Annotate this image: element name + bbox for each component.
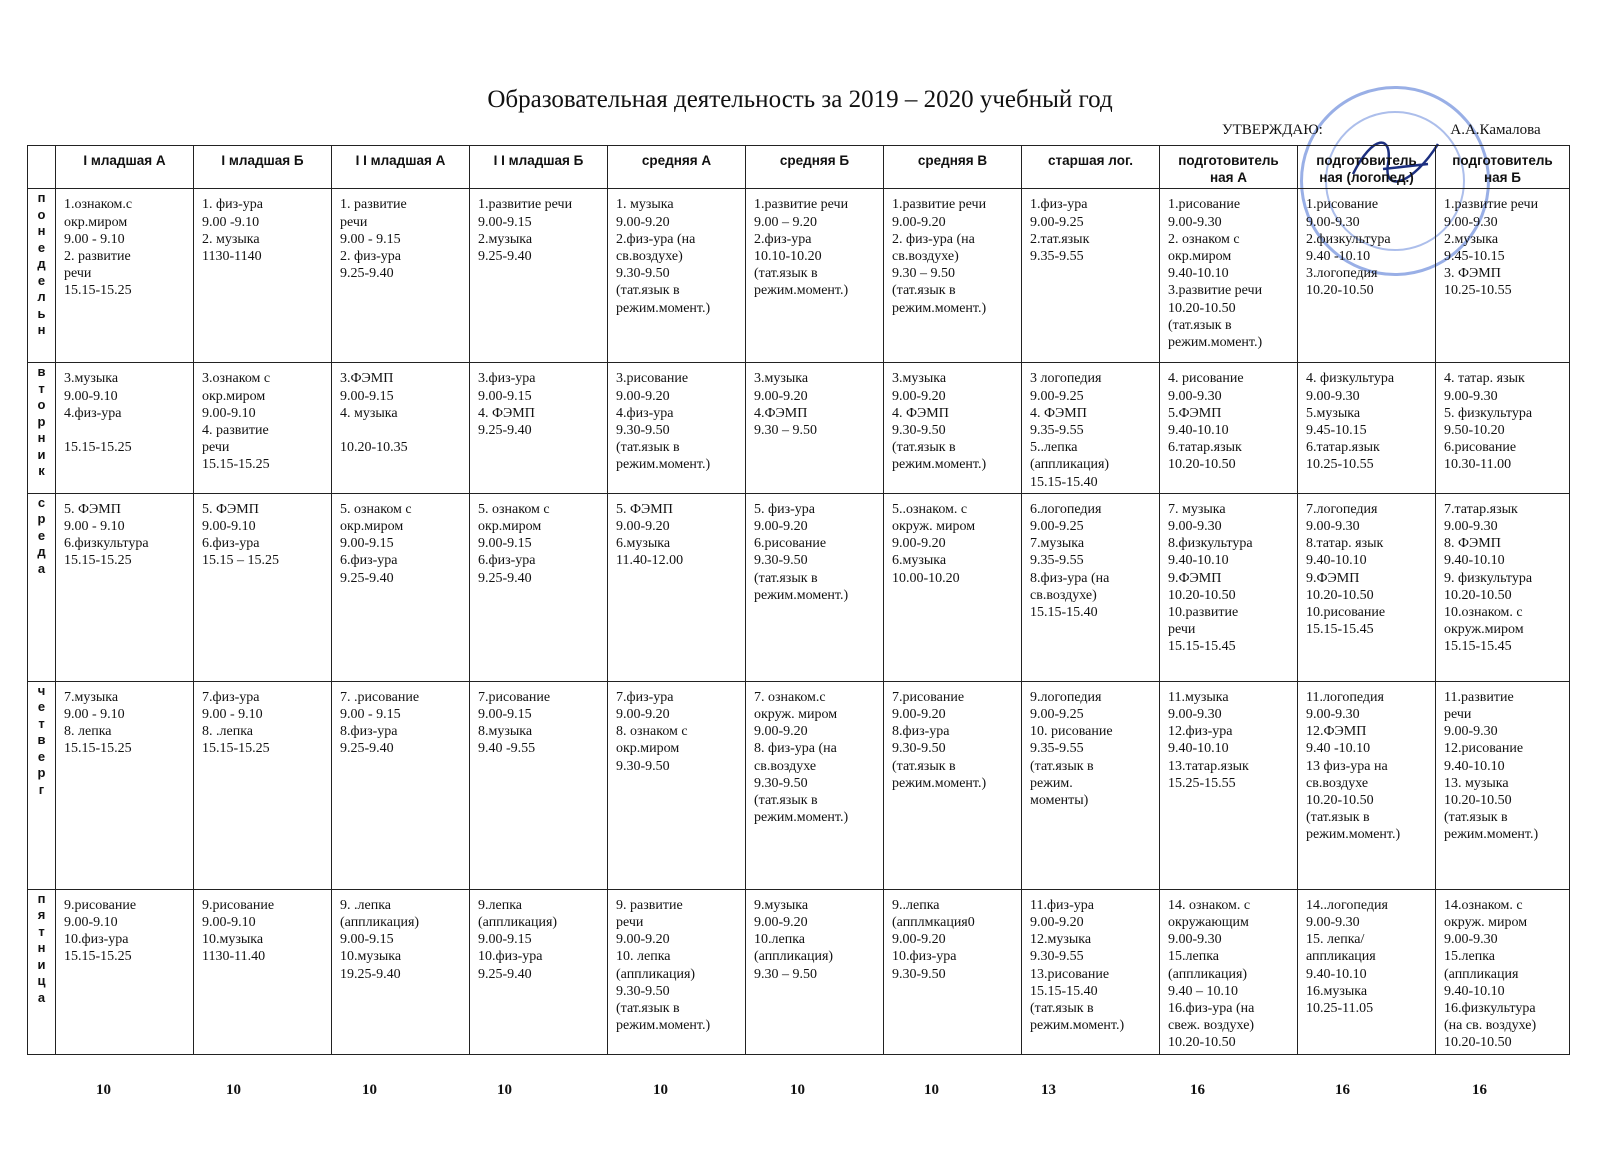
- schedule-cell: 1. физ-ура 9.00 -9.10 2. музыка 1130-1140: [194, 189, 332, 363]
- header-group: средняя В: [884, 146, 1022, 189]
- total-count: 16: [1190, 1082, 1205, 1098]
- total-count: 10: [924, 1082, 939, 1098]
- schedule-cell: 11.развитие речи 9.00-9.30 12.рисование 9.40-10.10 13. музыка 10.20-10.50 (тат.язык в режим.момент.): [1436, 681, 1570, 889]
- header-group: средняя Б: [746, 146, 884, 189]
- day-row-friday: [28, 889, 1570, 1054]
- schedule-cell: 7.физ-ура 9.00-9.20 8. ознаком с окр.миром 9.30-9.50: [608, 681, 746, 889]
- schedule-cell: 1.физ-ура 9.00-9.25 2.тат.язык 9.35-9.55: [1022, 189, 1160, 363]
- header-group: старшая лог.: [1022, 146, 1160, 189]
- schedule-cell: 5. ФЭМП 9.00 - 9.10 6.физкультура 15.15-15.25: [56, 493, 194, 681]
- schedule-cell: 7.музыка 9.00 - 9.10 8. лепка 15.15-15.25: [56, 681, 194, 889]
- schedule-cell: 11.физ-ура 9.00-9.20 12.музыка 9.30-9.55 13.рисование 15.15-15.40 (тат.язык в режим.момент.): [1022, 889, 1160, 1054]
- total-count: 10: [226, 1082, 241, 1098]
- schedule-cell: 14..логопедия 9.00-9.30 15. лепка/ аппликация 9.40-10.10 16.музыка 10.25-11.05: [1298, 889, 1436, 1054]
- schedule-cell: 14.ознаком. с окруж. миром 9.00-9.30 15.лепка (аппликация 9.40-10.10 16.физкультура (на св. воздухе) 10.20-10.50: [1436, 889, 1570, 1054]
- schedule-cell: 5. ФЭМП 9.00-9.20 6.музыка 11.40-12.00: [608, 493, 746, 681]
- schedule-cell: 7. ознаком.с окруж. миром 9.00-9.20 8. физ-ура (на св.воздухе 9.30-9.50 (тат.язык в режим.момент.): [746, 681, 884, 889]
- schedule-cell: 14. ознаком. с окружающим 9.00-9.30 15.лепка (аппликация) 9.40 – 10.10 16.физ-ура (на свеж. воздухе) 10.20-10.50: [1160, 889, 1298, 1054]
- header-group: подготовитель ная (логопед.): [1298, 146, 1436, 189]
- schedule-cell: 7.рисование 9.00-9.20 8.физ-ура 9.30-9.50 (тат.язык в режим.момент.): [884, 681, 1022, 889]
- total-count: 16: [1335, 1082, 1350, 1098]
- day-row-wednesday: [28, 493, 1570, 681]
- day-row-tuesday: [28, 363, 1570, 493]
- weekly-totals-row: [0, 1082, 1600, 1104]
- approval-line: [1222, 122, 1541, 139]
- approver-name: А.А.Камалова: [1450, 122, 1541, 138]
- day-row-monday: [28, 189, 1570, 363]
- schedule-cell: 5. ознаком с окр.миром 9.00-9.15 6.физ-ура 9.25-9.40: [332, 493, 470, 681]
- schedule-cell: 11.логопедия 9.00-9.30 12.ФЭМП 9.40 -10.10 13 физ-ура на св.воздухе 10.20-10.50 (тат.язык в режим.момент.): [1298, 681, 1436, 889]
- schedule-cell: 1.развитие речи 9.00-9.20 2. физ-ура (на св.воздухе) 9.30 – 9.50 (тат.язык в режим.момент.): [884, 189, 1022, 363]
- header-row: [28, 146, 1570, 189]
- header-group: I младшая Б: [194, 146, 332, 189]
- schedule-cell: 7.татар.язык 9.00-9.30 8. ФЭМП 9.40-10.10 9. физкультура 10.20-10.50 10.ознаком. с окруж.миром 15.15-15.45: [1436, 493, 1570, 681]
- header-corner: [28, 146, 56, 189]
- schedule-cell: 5. физ-ура 9.00-9.20 6.рисование 9.30-9.50 (тат.язык в режим.момент.): [746, 493, 884, 681]
- schedule-cell: 5. ФЭМП 9.00-9.10 6.физ-ура 15.15 – 15.25: [194, 493, 332, 681]
- total-count: 10: [96, 1082, 111, 1098]
- schedule-cell: 1.рисование 9.00-9.30 2.физкультура 9.40 -10.10 3.логопедия 10.20-10.50: [1298, 189, 1436, 363]
- schedule-cell: 1.развитие речи 9.00-9.15 2.музыка 9.25-9.40: [470, 189, 608, 363]
- schedule-cell: 7. музыка 9.00-9.30 8.физкультура 9.40-10.10 9.ФЭМП 10.20-10.50 10.развитие речи 15.15-15.45: [1160, 493, 1298, 681]
- schedule-cell: 5. ознаком с окр.миром 9.00-9.15 6.физ-ура 9.25-9.40: [470, 493, 608, 681]
- schedule-cell: 1. развитие речи 9.00 - 9.15 2. физ-ура 9.25-9.40: [332, 189, 470, 363]
- schedule-cell: 3.ознаком с окр.миром 9.00-9.10 4. развитие речи 15.15-15.25: [194, 363, 332, 493]
- schedule-cell: 3.музыка 9.00-9.20 4.ФЭМП 9.30 – 9.50: [746, 363, 884, 493]
- schedule-cell: 3.ФЭМП 9.00-9.15 4. музыка 10.20-10.35: [332, 363, 470, 493]
- schedule-cell: 7.рисование 9.00-9.15 8.музыка 9.40 -9.55: [470, 681, 608, 889]
- schedule-cell: 3 логопедия 9.00-9.25 4. ФЭМП 9.35-9.55 5..лепка (аппликация) 15.15-15.40: [1022, 363, 1160, 493]
- schedule-cell: 7.логопедия 9.00-9.30 8.татар. язык 9.40-10.10 9.ФЭМП 10.20-10.50 10.рисование 15.15-15.45: [1298, 493, 1436, 681]
- schedule-cell: 9.лепка (аппликация) 9.00-9.15 10.физ-ура 9.25-9.40: [470, 889, 608, 1054]
- schedule-cell: 9.логопедия 9.00-9.25 10. рисование 9.35-9.55 (тат.язык в режим. моменты): [1022, 681, 1160, 889]
- day-label: п о н е д е л ь н: [28, 189, 56, 363]
- schedule-cell: 9.рисование 9.00-9.10 10.музыка 1130-11.40: [194, 889, 332, 1054]
- schedule-cell: 7. .рисование 9.00 - 9.15 8.физ-ура 9.25-9.40: [332, 681, 470, 889]
- schedule-cell: 1.развитие речи 9.00 – 9.20 2.физ-ура 10.10-10.20 (тат.язык в режим.момент.): [746, 189, 884, 363]
- schedule-cell: 5..ознаком. с окруж. миром 9.00-9.20 6.музыка 10.00-10.20: [884, 493, 1022, 681]
- schedule-cell: 7.физ-ура 9.00 - 9.10 8. .лепка 15.15-15.25: [194, 681, 332, 889]
- schedule-cell: 4. рисование 9.00-9.30 5.ФЭМП 9.40-10.10 6.татар.язык 10.20-10.50: [1160, 363, 1298, 493]
- page-title: Образовательная деятельность за 2019 – 2020 учебный год: [487, 86, 1113, 113]
- schedule-cell: 1.рисование 9.00-9.30 2. ознаком с окр.миром 9.40-10.10 3.развитие речи 10.20-10.50 (тат.язык в режим.момент.): [1160, 189, 1298, 363]
- approval-label: УТВЕРЖДАЮ:: [1222, 122, 1323, 138]
- day-label: ч е т в е р г: [28, 681, 56, 889]
- day-label: п я т н и ц а: [28, 889, 56, 1054]
- schedule-cell: 1.ознаком.с окр.миром 9.00 - 9.10 2. развитие речи 15.15-15.25: [56, 189, 194, 363]
- schedule-cell: 3.физ-ура 9.00-9.15 4. ФЭМП 9.25-9.40: [470, 363, 608, 493]
- schedule-cell: 9.музыка 9.00-9.20 10.лепка (аппликация) 9.30 – 9.50: [746, 889, 884, 1054]
- schedule-cell: 3.рисование 9.00-9.20 4.физ-ура 9.30-9.50 (тат.язык в режим.момент.): [608, 363, 746, 493]
- header-group: подготовитель ная А: [1160, 146, 1298, 189]
- total-count: 10: [362, 1082, 377, 1098]
- schedule-cell: 4. физкультура 9.00-9.30 5.музыка 9.45-10.15 6.татар.язык 10.25-10.55: [1298, 363, 1436, 493]
- schedule-cell: 3.музыка 9.00-9.10 4.физ-ура 15.15-15.25: [56, 363, 194, 493]
- schedule-cell: 9.рисование 9.00-9.10 10.физ-ура 15.15-15.25: [56, 889, 194, 1054]
- day-label: с р е д а: [28, 493, 56, 681]
- total-count: 10: [497, 1082, 512, 1098]
- header-group: средняя А: [608, 146, 746, 189]
- schedule-cell: 4. татар. язык 9.00-9.30 5. физкультура 9.50-10.20 6.рисование 10.30-11.00: [1436, 363, 1570, 493]
- header-group: I I младшая Б: [470, 146, 608, 189]
- header-group: I младшая А: [56, 146, 194, 189]
- schedule-table: [27, 145, 1570, 1055]
- day-label: в т о р н и к: [28, 363, 56, 493]
- schedule-cell: 9. развитие речи 9.00-9.20 10. лепка (аппликация) 9.30-9.50 (тат.язык в режим.момент.): [608, 889, 746, 1054]
- header-group: подготовитель ная Б: [1436, 146, 1570, 189]
- total-count: 10: [653, 1082, 668, 1098]
- schedule-cell: 1. музыка 9.00-9.20 2.физ-ура (на св.воздухе) 9.30-9.50 (тат.язык в режим.момент.): [608, 189, 746, 363]
- schedule-cell: 6.логопедия 9.00-9.25 7.музыка 9.35-9.55 8.физ-ура (на св.воздухе) 15.15-15.40: [1022, 493, 1160, 681]
- day-row-thursday: [28, 681, 1570, 889]
- total-count: 10: [790, 1082, 805, 1098]
- schedule-cell: 1.развитие речи 9.00-9.30 2.музыка 9.45-10.15 3. ФЭМП 10.25-10.55: [1436, 189, 1570, 363]
- header-group: I I младшая А: [332, 146, 470, 189]
- total-count: 13: [1041, 1082, 1056, 1098]
- schedule-cell: 9. .лепка (аппликация) 9.00-9.15 10.музыка 19.25-9.40: [332, 889, 470, 1054]
- schedule-cell: 11.музыка 9.00-9.30 12.физ-ура 9.40-10.10 13.татар.язык 15.25-15.55: [1160, 681, 1298, 889]
- total-count: 16: [1472, 1082, 1487, 1098]
- schedule-cell: 3.музыка 9.00-9.20 4. ФЭМП 9.30-9.50 (тат.язык в режим.момент.): [884, 363, 1022, 493]
- schedule-cell: 9..лепка (апплмкация0 9.00-9.20 10.физ-ура 9.30-9.50: [884, 889, 1022, 1054]
